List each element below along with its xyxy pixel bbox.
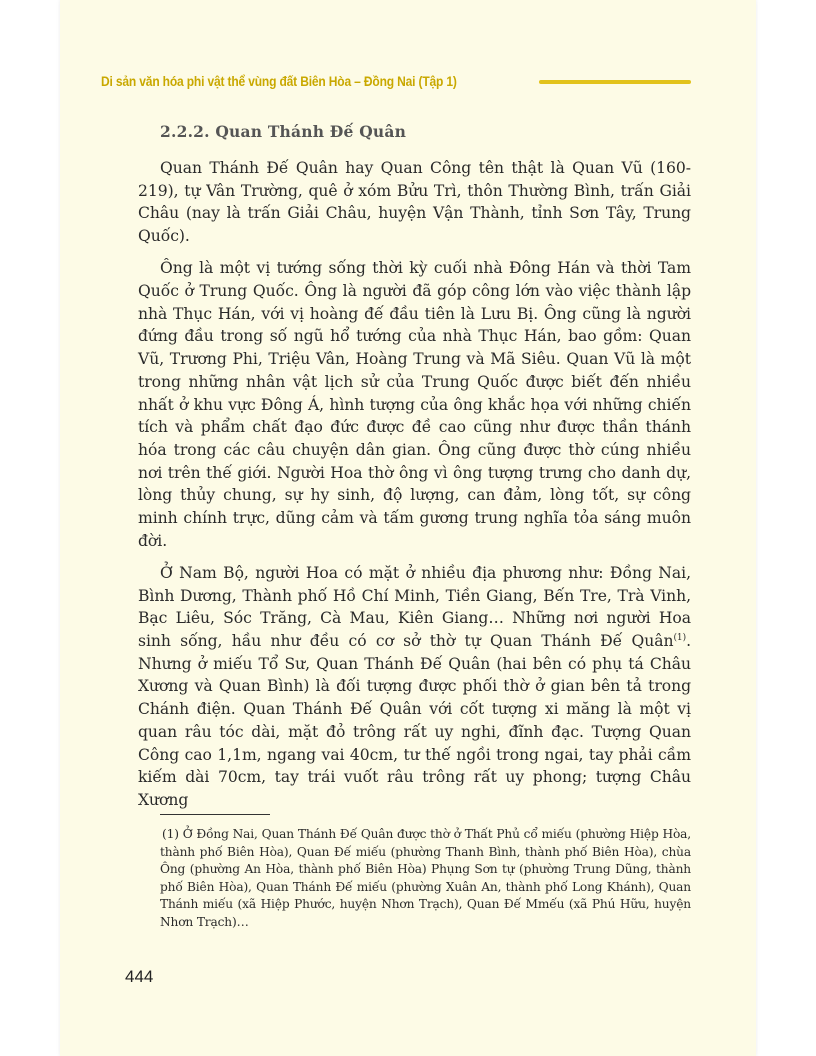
header-title: Di sản văn hóa phi vật thể vùng đất Biên Hòa – Đồng Nai (Tập 1) (101, 73, 457, 89)
paragraph-1: Quan Thánh Đế Quân hay Quan Công tên thật là Quan Vũ (160-219), tự Vân Trường, quê ở xóm Bửu Trì, thôn Thường Bình, trấn Giải Châu (nay là trấn Giải Châu, huyện Vận Thành, tỉnh Sơn Tây, Trung Quốc). (138, 159, 691, 246)
header-accent-rule (539, 80, 691, 84)
section-heading: 2.2.2. Quan Thánh Đế Quân (160, 122, 407, 141)
footnote-reference[interactable]: (1) (673, 632, 687, 643)
paragraph-3-text-start: Ở Nam Bộ, người Hoa có mặt ở nhiều địa phương như: Đồng Nai, Bình Dương, Thành phố Hồ Chí Minh, Tiền Giang, Bến Tre, Trà Vinh, Bạc Liêu, Sóc Trăng, Cà Mau, Kiên Giang… Những nơi người Hoa sinh sống, hầu như đều có cơ sở thờ tự Quan Thánh Đế Quân (138, 563, 691, 651)
paragraph-3 (138, 562, 691, 812)
running-header (101, 70, 691, 92)
page-number: 444 (125, 967, 154, 986)
footnote-text: Ở Đồng Nai, Quan Thánh Đế Quân được thờ ở Thất Phủ cổ miếu (phường Hiệp Hòa, thành phố Biên Hòa), Quan Đế miếu (phường Thanh Bình, thành phố Biên Hòa), chùa Ông (phường An Hòa, thành phố Biên Hòa) Phụng Sơn tự (phường Trung Dũng, thành phố Biên Hòa), Quan Thánh Đế miếu (phường Xuân An, thành phố Long Khánh), Quan Thánh miếu (xã Hiệp Phước, huyện Nhơn Trạch), Quan Đế Mmếu (xã Phú Hữu, huyện Nhơn Trạch)… (160, 827, 691, 929)
footnote (160, 826, 691, 932)
footnote-marker: (1) (162, 827, 179, 841)
footnote-divider (160, 814, 270, 815)
paragraph-3-text-end: . Nhưng ở miếu Tổ Sư, Quan Thánh Đế Quân (hai bên có phụ tá Châu Xương và Quan Bình) là đối tượng được phối thờ ở gian bên tả trong Chánh điện. Quan Thánh Đế Quân với cốt tượng xi măng là một vị quan râu tóc dài, mặt đỏ trông rất uy nghi, đĩnh đạc. Tượng Quan Công cao 1,1m, ngang vai 40cm, tư thế ngồi trong ngai, tay phải cầm kiếm dài 70cm, tay trái vuốt râu trông rất uy phong; tượng Châu Xương (138, 632, 691, 809)
main-content (138, 122, 691, 821)
paragraph-2: Ông là một vị tướng sống thời kỳ cuối nhà Đông Hán và thời Tam Quốc ở Trung Quốc. Ông là người đã góp công lớn vào việc thành lập nhà Thục Hán, với vị hoàng đế đầu tiên là Lưu Bị. Ông cũng là người đứng đầu trong số ngũ hổ tướng của nhà Thục Hán, bao gồm: Quan Vũ, Trương Phi, Triệu Vân, Hoàng Trung và Mã Siêu. Quan Vũ là một trong những nhân vật lịch sử của Trung Quốc được biết đến nhiều nhất ở khu vực Đông Á, hình tượng của ông khắc họa với những chiến tích và phẩm chất đạo đức được đề cao cũng như được thần thánh hóa trong các câu chuyện dân gian. Ông cũng được thờ cúng nhiều nơi trên thế giới. Người Hoa thờ ông vì ông tượng trưng cho danh dự, lòng thủy chung, sự hy sinh, độ lượng, can đảm, lòng tốt, sự công minh chính trực, dũng cảm và tấm gương trung nghĩa tỏa sáng muôn đời. (138, 259, 691, 550)
